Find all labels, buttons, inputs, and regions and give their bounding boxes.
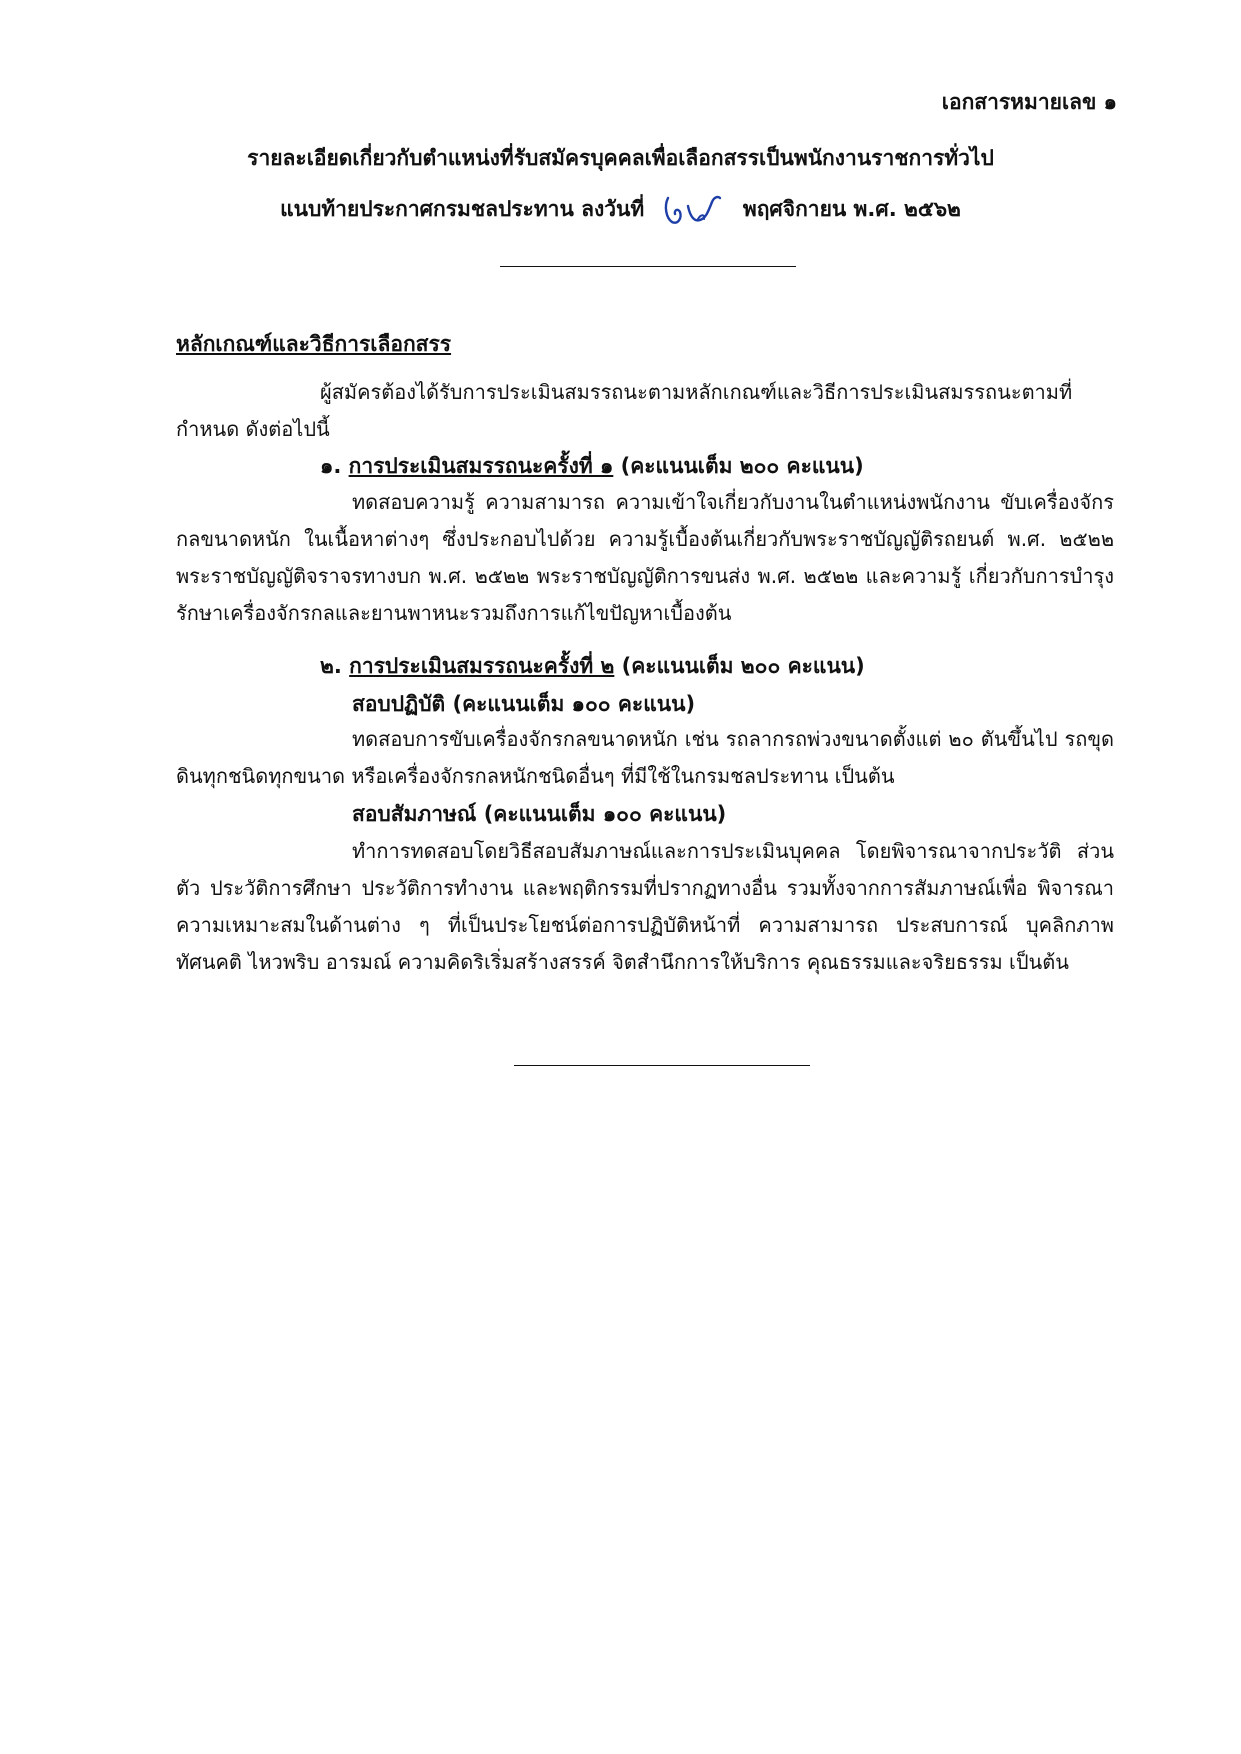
assessment-1-heading [320, 450, 864, 483]
intro-paragraph: ผู้สมัครต้องได้รับการประเมินสมรรถนะตามหลักเกณฑ์และวิธีการประเมินสมรรถนะตามที่กำหนด ดังต่อไปนี้ [176, 380, 1073, 441]
assessment-1-body: ทดสอบความรู้ ความสามารถ ความเข้าใจเกี่ยวกับงานในตำแหน่งพนักงาน ขับเครื่องจักรกลขนาดหนัก ในเนื้อหาต่างๆ ซึ่งประกอบไปด้วย ความรู้เบื้องต้นเกี่ยวกับพระราชบัญญัติรถยนต์ พ.ศ. ๒๕๒๒ พระราชบัญญัติจราจรทางบก พ.ศ. ๒๕๒๒ พระราชบัญญัติการขนส่ง พ.ศ. ๒๕๒๒ และความรู้ เกี่ยวกับการบำรุงรักษาเครื่องจักรกลและยานพาหนะรวมถึงการแก้ไขปัญหาเบื้องต้น [176, 490, 1114, 625]
assessment-2-number: ๒. [320, 654, 342, 678]
assessment-2-heading [320, 650, 865, 683]
practical-exam-heading: สอบปฏิบัติ (คะแนนเต็ม ๑๐๐ คะแนน) [352, 692, 696, 716]
document-subtitle [0, 192, 1241, 228]
handwritten-day-graphic [658, 192, 730, 228]
section-heading: หลักเกณฑ์และวิธีการเลือกสรร [176, 332, 452, 356]
assessment-2-score: (คะแนนเต็ม ๒๐๐ คะแนน) [621, 654, 865, 678]
document-number: เอกสารหมายเลข ๑ [941, 90, 1117, 114]
header-divider [500, 266, 796, 267]
subtitle-prefix: แนบท้ายประกาศกรมชลประทาน ลงวันที่ [280, 197, 645, 221]
handwritten-day [658, 192, 730, 228]
assessment-1-title: การประเมินสมรรถนะครั้งที่ ๑ [348, 454, 614, 478]
assessment-1-number: ๑. [320, 454, 342, 478]
footer-divider [514, 1065, 810, 1066]
assessment-1-score: (คะแนนเต็ม ๒๐๐ คะแนน) [620, 454, 864, 478]
document-title: รายละเอียดเกี่ยวกับตำแหน่งที่รับสมัครบุคคลเพื่อเลือกสรรเป็นพนักงานราชการทั่วไป [247, 146, 994, 170]
subtitle-suffix: พฤศจิกายน พ.ศ. ๒๕๖๒ [742, 197, 961, 221]
interview-heading: สอบสัมภาษณ์ (คะแนนเต็ม ๑๐๐ คะแนน) [352, 802, 727, 826]
practical-exam-body: ทดสอบการขับเครื่องจักรกลขนาดหนัก เช่น รถลากรถพ่วงขนาดตั้งแต่ ๒๐ ตันขึ้นไป รถขุดดินทุกชนิดทุกขนาด หรือเครื่องจักรกลหนักชนิดอื่นๆ ที่มีใช้ในกรมชลประทาน เป็นต้น [176, 727, 1114, 788]
assessment-2-title: การประเมินสมรรถนะครั้งที่ ๒ [349, 654, 615, 678]
interview-body: ทำการทดสอบโดยวิธีสอบสัมภาษณ์และการประเมินบุคคล โดยพิจารณาจากประวัติ ส่วนตัว ประวัติการศึกษา ประวัติการทำงาน และพฤติกรรมที่ปรากฏทางอื่น รวมทั้งจากการสัมภาษณ์เพื่อ พิจารณา ความเหมาะสมในด้านต่าง ๆ ที่เป็นประโยชน์ต่อการปฏิบัติหน้าที่ ความสามารถ ประสบการณ์ บุคลิกภาพ ทัศนคติ ไหวพริบ อารมณ์ ความคิดริเริ่มสร้างสรรค์ จิตสำนึกการให้บริการ คุณธรรมและจริยธรรม เป็นต้น [176, 839, 1114, 974]
